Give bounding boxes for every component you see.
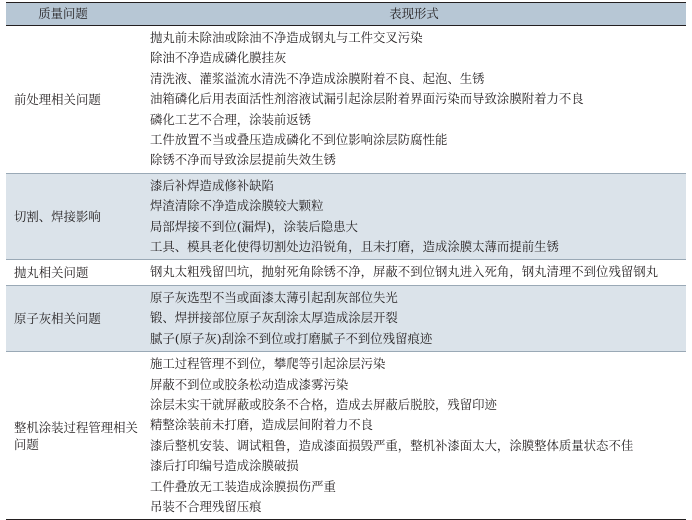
problem-category: 原子灰相关问题 xyxy=(6,285,142,351)
manifestation-item: 腻子(原子灰)刮涂不到位或打磨腻子不到位残留痕迹 xyxy=(150,330,433,346)
manifestation-item: 施工过程管理不到位，攀爬等引起涂层污染 xyxy=(150,356,386,372)
manifestation-item: 锻、焊拼接部位原子灰刮涂太厚造成涂层开裂 xyxy=(150,310,398,326)
manifestation-item: 漆后补焊造成修补缺陷 xyxy=(150,177,274,193)
manifestation-cell xyxy=(142,285,686,351)
manifestation-item: 清洗液、灌浆溢流水清洗不净造成涂膜附着不良、起泡、生锈 xyxy=(150,70,485,86)
manifestation-item: 除油不净造成磷化膜挂灰 xyxy=(150,50,287,66)
manifestation-item: 漆后打印编号造成涂膜破损 xyxy=(150,458,299,474)
manifestation-item: 焊渣清除不净造成涂膜较大颗粒 xyxy=(150,198,324,214)
table-row xyxy=(6,260,686,285)
table-body xyxy=(6,26,686,520)
manifestation-cell xyxy=(142,260,686,285)
manifestation-item: 工件放置不当或叠压造成磷化不到位影响涂层防腐性能 xyxy=(150,132,448,148)
manifestation-item: 抛丸前未除油或除油不净造成钢丸与工件交叉污染 xyxy=(150,30,423,45)
manifestation-item: 涂层未实干就屏蔽或胶条不合格，造成去屏蔽后脱胶，残留印迹 xyxy=(150,396,497,412)
manifestation-item: 局部焊接不到位(漏焊)，涂装后隐患大 xyxy=(150,218,358,234)
header-quality-problem: 质量问题 xyxy=(6,3,142,26)
problem-category: 切割、焊接影响 xyxy=(6,173,142,260)
problem-category: 抛丸相关问题 xyxy=(6,260,142,285)
manifestation-item: 工具、模具老化使得切割处边沿锐角，且未打磨，造成涂膜太薄而提前生锈 xyxy=(150,239,559,255)
manifestation-item: 磷化工艺不合理，涂装前返锈 xyxy=(150,111,312,127)
manifestation-item: 吊装不合理残留压痕 xyxy=(150,498,262,514)
table-header-row xyxy=(6,3,686,26)
manifestation-item: 钢丸太粗残留凹坑，抛射死角除锈不净，屏蔽不到位钢丸进入死角，钢丸清理不到位残留钢丸 xyxy=(150,264,659,280)
manifestation-item: 漆后整机安装、调试粗鲁，造成漆面损毁严重，整机补漆面太大，涂膜整体质量状态不佳 xyxy=(150,437,634,453)
table-row xyxy=(6,173,686,260)
problem-category: 整机涂装过程管理相关问题 xyxy=(6,352,142,520)
problem-category: 前处理相关问题 xyxy=(14,91,101,107)
manifestation-item: 精整涂装前未打磨，造成层间附着力不良 xyxy=(150,417,374,433)
manifestation-item: 除锈不净而导致涂层提前失效生锈 xyxy=(150,152,336,168)
manifestation-item: 工件叠放无工装造成涂膜损伤严重 xyxy=(150,478,336,494)
manifestation-cell xyxy=(142,26,686,174)
manifestation-item: 屏蔽不到位或胶条松动造成漆雾污染 xyxy=(150,376,349,392)
table-row xyxy=(6,352,686,520)
manifestation-item: 原子灰选型不当或面漆太薄引起刮灰部位失光 xyxy=(150,289,398,305)
manifestation-cell xyxy=(142,173,686,260)
table-row xyxy=(6,26,686,174)
header-manifestation: 表现形式 xyxy=(142,3,686,26)
manifestation-item: 油箱磷化后用表面活性剂溶液试漏引起涂层附着界面污染而导致涂膜附着力不良 xyxy=(150,91,584,107)
manifestation-cell xyxy=(142,352,686,520)
quality-problems-table xyxy=(6,2,686,520)
table-row xyxy=(6,285,686,351)
